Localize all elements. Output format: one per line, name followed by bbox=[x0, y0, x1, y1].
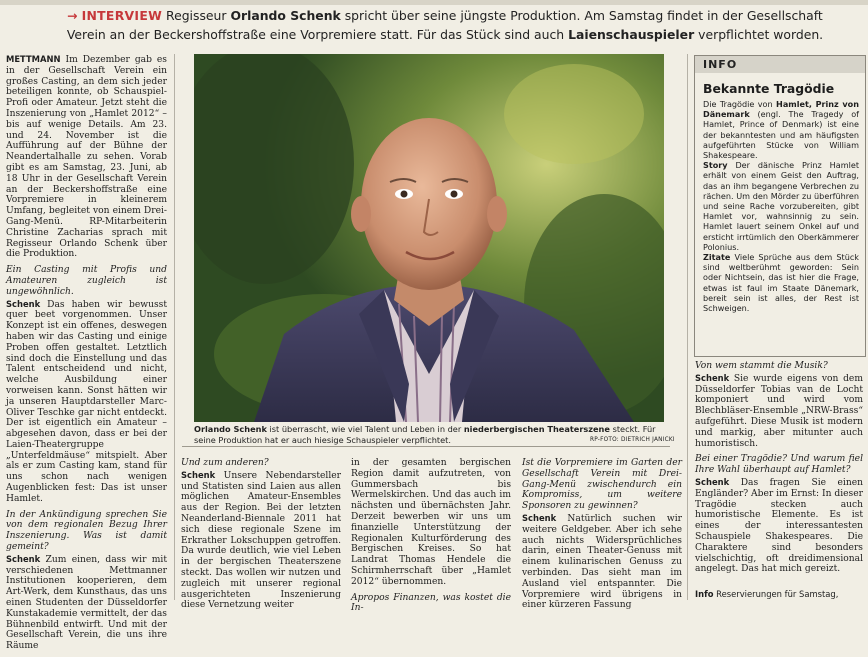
qa-1 bbox=[6, 265, 167, 505]
portrait-illustration bbox=[194, 54, 664, 422]
question-1: Ein Casting mit Profis und Amateuren zugleich ist ungewöhnlich. bbox=[6, 265, 167, 297]
question-7: Bei einer Tragödie? Und warum fiel Ihre Wahl überhaupt auf Hamlet? bbox=[695, 454, 863, 476]
caption-text-1: ist überrascht, wie viel Talent und Leben in der bbox=[269, 424, 462, 434]
lead-paragraph bbox=[6, 54, 167, 260]
column-divider bbox=[174, 54, 175, 600]
info-box bbox=[694, 55, 866, 357]
intro-name: Orlando Schenk bbox=[230, 8, 341, 23]
qa-5 bbox=[522, 458, 682, 611]
info-text: Viele Sprüche aus dem Stück sind weltberühmt geworden: Sein oder Nichtsein, das ist hier die Frage, etwas ist faul im Staate Dänemark, bereit sein ist alles, der Rest ist Schweigen. bbox=[703, 252, 859, 314]
arrow-icon: → bbox=[67, 8, 78, 23]
dateline: METTMANN bbox=[6, 54, 61, 64]
speaker: Schenk bbox=[6, 298, 41, 309]
lead-text: Im Dezember gab es in der Gesellschaft Verein ein großes Casting, an dem sich jeder beteiligen konnte, ob Schauspiel-Profi oder Amateur. Jetzt steht die Inszenierung von „Hamlet 2012“ – bis auf wenige Details. Am 23. und 24. November ist die Aufführung auf der Bühne der Neandertalhalle zu sehen. Vorab gibt es am Samstag, 23. Juni, ab 18 Uhr in der Gesellschaft Verein an der Beckershoffstraße eine Vorpremiere in kleinerem Umfang, begleitet von einem Drei-Gang-Menü. RP-Mitarbeiterin Christine Zacharias sprach mit Regisseur Orlando Schenk über die Produktion. bbox=[6, 55, 167, 260]
col3-question bbox=[351, 593, 511, 615]
info-text: Die Tragödie von bbox=[703, 99, 773, 109]
intro-text-2: spricht über seine jüngste Produktion. Am Samstag findet in der Gesellschaft Verein an der Beckershoffstraße eine Vorpremiere statt. Für das Stück sind auch bbox=[66, 8, 823, 42]
caption-name: Orlando Schenk bbox=[194, 424, 267, 434]
answer-2: Zum einen, dass wir mit verschiedenen Mettmanner Institutionen kooperieren, dem Art-Werk, dem Kunsthaus, das uns einen Studenten der Düsseldorfer Kunstakademie vermittelt, der das Bühnenbild entwirft. Und mit der Gesellschaft Verein, die uns ihre Räume bbox=[6, 554, 167, 652]
column-divider-right bbox=[687, 54, 688, 600]
column-1 bbox=[6, 54, 167, 657]
info-paragraph-3 bbox=[703, 252, 859, 313]
col3-paragraph: in der gesamten bergischen Region damit aufzutreten, von Gummersbach bis Wermelskirchen. Und das auch im nächsten und übernächsten Jahr. Derzeit bewerben wir uns um finanzielle Unterstützung der Regionalen Kulturförderung des Bergischen Kreises. So hat Landrat Thomas Hendele die Schirmherrschaft über „Hamlet 2012“ übernommen. bbox=[351, 458, 511, 587]
info-text: Der dänische Prinz Hamlet erhält von einem Geist den Auftrag, das an ihm begangene Verbrechen zu rächen. Um den Mörder zu überführen und seine Rache vorzubereiten, gibt Hamlet vor, wahnsinnig zu sein. Hamlet lauert seinem Onkel auf und ersticht irrtümlich den Oberkämmerer Polonius. bbox=[703, 160, 859, 252]
info-footer bbox=[695, 589, 863, 599]
top-page-strip bbox=[0, 0, 868, 5]
speaker: Schenk bbox=[695, 372, 730, 383]
info-paragraph-1 bbox=[703, 99, 859, 160]
answer-6: Sie wurde eigens von dem Düsseldorfer Tobias van de Locht komponiert und wird vom Blechbläser-Ensemble „NRW-Brass“ aufgeführt. Diese Musik ist modern und markig, aber mitunter auch humoristisch. bbox=[695, 373, 863, 449]
question-4: Apropos Finanzen, was kostet die In- bbox=[351, 592, 511, 614]
info-body bbox=[703, 99, 859, 313]
answer-7: Das fragen Sie einen Engländer? Aber im Ernst: In dieser Tragödie stecken auch humoristische Elemente. Es ist eines der interessantesten Schauspiele Shakespeares. Die Charaktere sind besonders vielschichtig, oft dreidimensional angelegt. Das hat mich gereizt. bbox=[695, 477, 863, 575]
qa-6 bbox=[695, 361, 863, 449]
column-2 bbox=[181, 458, 341, 616]
info-text: (engl. The Tragedy of Hamlet, Prince of Denmark) ist eine der bekanntesten und am häufigsten aufgeführten Stücke von William Shakespeare. bbox=[703, 109, 859, 161]
qa-3 bbox=[181, 458, 341, 611]
answer-1: Das haben wir bewusst quer beet vorgenommen. Unser Konzept ist ein offenes, deswegen haben wir das Casting und einige Proben offen gestaltet. Letztlich sind doch die Einstellung und das Talent entscheidend und nicht, welche Ausbildung einer vorweisen kann. Sonst hätten wir ja unseren Hauptdarsteller Marc-Oliver Teschke gar nicht entdeckt. Der ist eigentlich ein Amateur – abgesehen davon, dass er bei der Laien-Theatergruppe „Unterfeldmäuse“ mitspielt. Aber als er zum Casting kam, stand für uns schon nach wenigen Augenblicken fest: Das ist unser Hamlet. bbox=[6, 299, 167, 504]
column-5 bbox=[695, 361, 863, 580]
article-intro bbox=[60, 6, 830, 44]
speaker: Schenk bbox=[522, 512, 557, 523]
footer-head: Info bbox=[695, 589, 714, 599]
info-subhead: Story bbox=[703, 160, 728, 171]
column-3 bbox=[351, 458, 511, 619]
caption-rule bbox=[182, 446, 670, 447]
answer-3: Unsere Nebendarsteller und Statisten sind Laien aus allen möglichen Amateur-Ensembles aus der Region. Bei der letzten Neanderland-Biennale 2011 hat sich diese regionale Szene im Erkrather Lokschuppen getroffen. Da wurde deutlich, wie viel Leben in der bergischen Theaterszene steckt. Das wollen wir nutzen und zugleich mit unserer regional ausgerichteten Inszenierung diese Vernetzung weiter bbox=[181, 470, 342, 611]
portrait-photo bbox=[194, 54, 664, 422]
intro-text-3: verpflichtet worden. bbox=[698, 27, 824, 42]
info-bold: Hamlet, Prinz von Dänemark bbox=[703, 99, 859, 120]
intro-bold-2: Laienschauspieler bbox=[568, 27, 695, 42]
interview-kicker: INTERVIEW bbox=[81, 8, 163, 23]
footer-text: Reservierungen für Samstag, bbox=[716, 589, 839, 599]
question-6: Von wem stammt die Musik? bbox=[695, 361, 828, 371]
question-2: In der Ankündigung sprechen Sie von dem regionalen Bezug Ihrer Inszenierung. Was ist damit gemeint? bbox=[6, 509, 167, 553]
speaker: Schenk bbox=[6, 553, 41, 564]
info-title: Bekannte Tragödie bbox=[703, 81, 835, 96]
qa-2 bbox=[6, 510, 167, 652]
answer-5: Natürlich suchen wir weitere Geldgeber. Aber ich sehe auch nichts Widersprüchliches darin, einen Theater-Genuss mit einem kulinarischen Genuss zu verbinden. Das sieht man im Ausland viel entspannter. Die Vorpremiere wird übrigens in einer kürzeren Fassung bbox=[522, 513, 682, 611]
speaker: Schenk bbox=[181, 469, 216, 480]
caption-text-2: steckt. Für seine Produktion hat er auch hiesige Schauspieler verpflichtet. bbox=[194, 424, 656, 445]
info-subhead: Zitate bbox=[703, 252, 731, 263]
info-paragraph-2 bbox=[703, 160, 859, 252]
question-5: Ist die Vorpremiere im Garten der Gesellschaft Verein mit Drei-Gang-Menü zwischendurch ein Kompromiss, um weitere Sponsoren zu gewinnen? bbox=[522, 458, 682, 512]
caption-bold: niederbergischen Theaterszene bbox=[463, 424, 610, 434]
intro-text-1: Regisseur bbox=[166, 8, 227, 23]
photo-credit: RP-FOTO: DIETRICH JANICKI bbox=[590, 437, 675, 443]
speaker: Schenk bbox=[695, 476, 730, 487]
question-3: Und zum anderen? bbox=[181, 458, 269, 468]
column-4 bbox=[522, 458, 682, 616]
info-label: INFO bbox=[703, 58, 738, 71]
qa-7 bbox=[695, 454, 863, 575]
